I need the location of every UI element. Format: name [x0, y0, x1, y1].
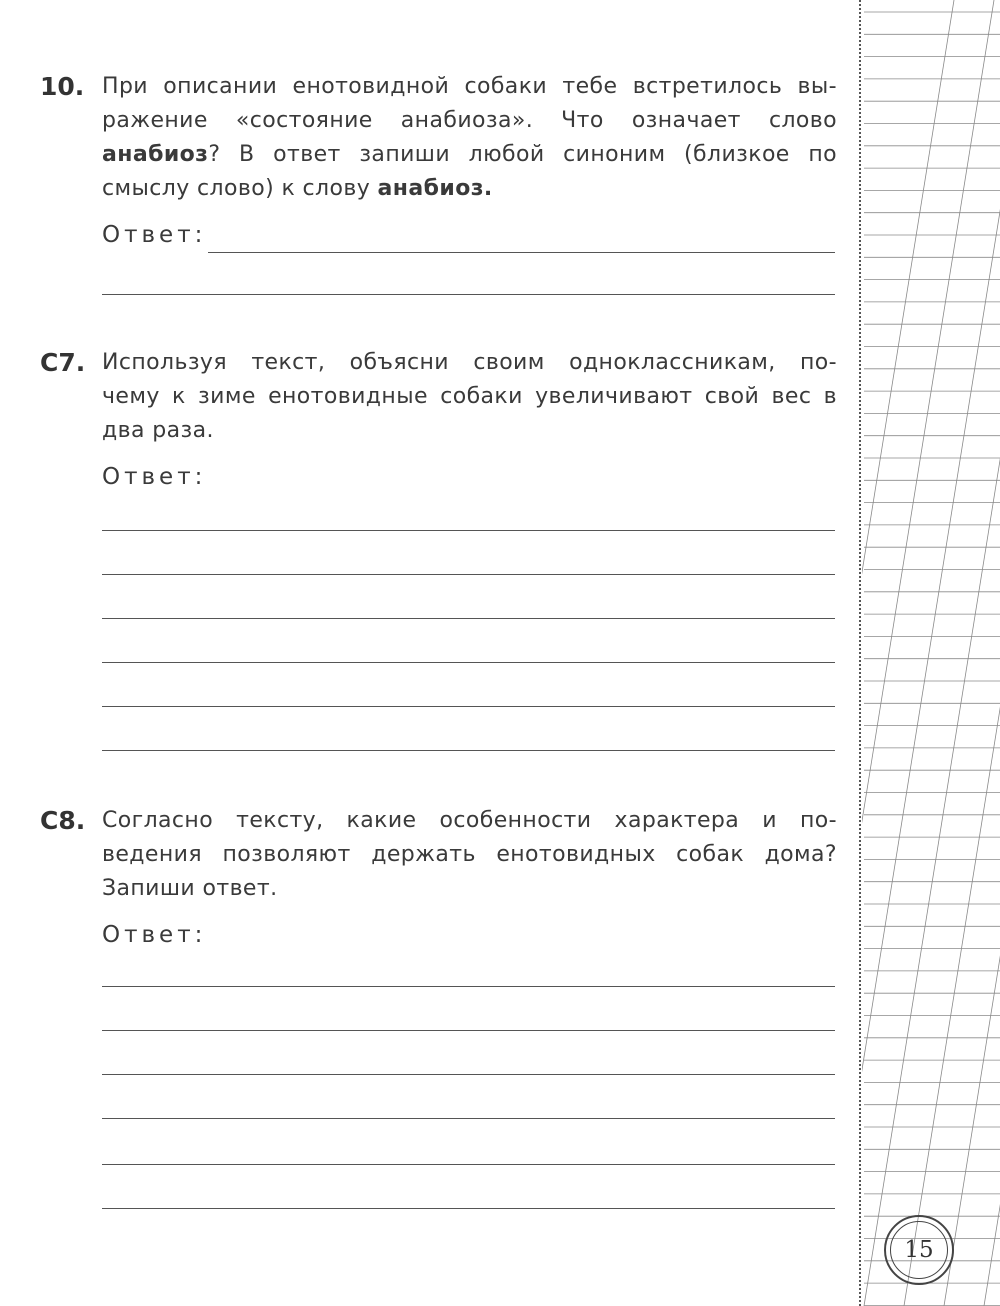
question-line: два раза. — [102, 418, 214, 443]
answer-line[interactable] — [208, 252, 835, 253]
answer-line[interactable] — [102, 1118, 835, 1119]
question-line: При описании енотовидной собаки тебе встретилось вы- — [102, 74, 837, 99]
task-body — [102, 346, 837, 494]
answer-label: Ответ: — [102, 222, 207, 248]
guide-slant-line — [862, 0, 1000, 1306]
task-body — [102, 70, 837, 252]
answer-line[interactable] — [102, 662, 835, 663]
answer-line[interactable] — [102, 618, 835, 619]
guide-slant-line — [984, 0, 1000, 1306]
guide-slant-line — [864, 0, 1000, 1306]
page-number-badge — [884, 1215, 954, 1285]
answer-line[interactable] — [102, 1164, 835, 1165]
answer-line[interactable] — [102, 750, 835, 751]
question-line — [102, 138, 837, 172]
question-line — [102, 172, 837, 206]
handwriting-guide-margin — [862, 0, 1000, 1306]
task-body — [102, 804, 837, 952]
task-number: С8. — [40, 806, 86, 835]
answer-label: Ответ: — [102, 464, 207, 490]
task-number: 10. — [40, 72, 85, 101]
answer-line[interactable] — [102, 294, 835, 295]
task-number: С7. — [40, 348, 86, 377]
guide-slant-line — [944, 0, 1000, 1306]
question-text: смыслу слово) к слову — [102, 176, 378, 201]
guide-slant-line — [904, 0, 1000, 1306]
question-text: ? В ответ запиши любой синоним (близкое по — [208, 142, 837, 167]
guide-slant-line — [862, 0, 994, 1306]
answer-line[interactable] — [102, 706, 835, 707]
bold-term: анабиоз — [377, 176, 484, 201]
page-number: 15 — [904, 1237, 934, 1263]
question-line: Согласно тексту, какие особенности характера и по- — [102, 808, 837, 833]
answer-line[interactable] — [102, 574, 835, 575]
perforation-line — [859, 0, 861, 1306]
guide-ruling — [862, 0, 1000, 1306]
answer-line[interactable] — [102, 1074, 835, 1075]
answer-line[interactable] — [102, 986, 835, 987]
question-line: чему к зиме енотовидные собаки увеличивают свой вес в — [102, 384, 837, 409]
answer-label: Ответ: — [102, 922, 207, 948]
question-line: Используя текст, объясни своим одноклассникам, по- — [102, 350, 837, 375]
question-line: Запиши ответ. — [102, 876, 278, 901]
guide-slant-line — [862, 0, 954, 1306]
question-text: . — [483, 176, 493, 201]
answer-line[interactable] — [102, 1030, 835, 1031]
answer-line[interactable] — [102, 530, 835, 531]
answer-line[interactable] — [102, 1208, 835, 1209]
bold-term: анабиоз — [102, 142, 209, 167]
question-line: ражение «состояние анабиоза». Что означает слово — [102, 108, 837, 133]
question-line: ведения позволяют держать енотовидных собак дома? — [102, 842, 837, 867]
